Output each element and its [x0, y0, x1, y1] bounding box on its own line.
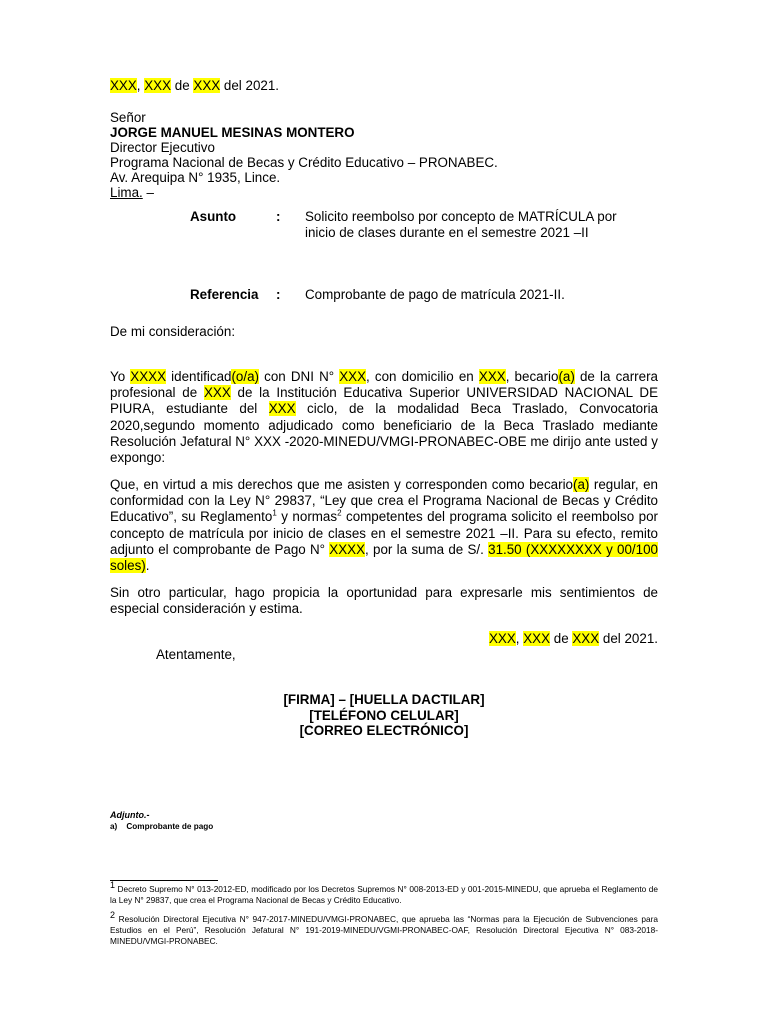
- footnote-1: $^1$ Decreto Supremo N° 013-2012-ED, modificado por los Decretos Supremos N° 008-2013-ED y 001-2015-MINEDU, que aprueba el Reglamento de la Ley N° 29837, que crea el Programa Nacional de Becas y Crédito Educativo.: [110, 880, 658, 906]
- paragraph-2: Que, en virtud a mis derechos que me asisten y corresponden como becario(a) regular, en conformidad con la Ley N° 29837, “Ley que crea el Programa Nacional de Becas y Crédito Educativo”, su Reglamento$^1$ y normas$^2$ competentes del programa solicito el reembolso por concepto de matrícula por inicio de clases en el semestre 2021 –II. Para su efecto, remito adjunto el comprobante de Pago N° XXXX, por la suma de S/. 31.50 (XXXXXXXX y 00/100 soles).: [110, 477, 658, 574]
- date-day2: XXX: [144, 78, 172, 93]
- asunto-text: Solicito reembolso por concepto de MATRÍCULA por inicio de clases durante en el semestre 2021 –II: [305, 209, 617, 240]
- addressee-title: Director Ejecutivo: [110, 140, 215, 155]
- attachments-label: Adjunto.-: [110, 810, 150, 820]
- date-line: XXX, XXX de XXX del 2021.: [110, 78, 280, 93]
- addressee-address: Av. Arequipa N° 1935, Lince.: [110, 170, 281, 185]
- closing-date: XXX, XXX de XXX del 2021.: [488, 631, 658, 646]
- closing-text: Atentamente,: [156, 647, 236, 662]
- referencia-text: Comprobante de pago de matrícula 2021-II.: [305, 287, 565, 302]
- footnote-2: $^2$ Resolución Directoral Ejecutiva N° 947-2017-MINEDU/VMGI-PRONABEC, que aprueba las “Normas para la Ejecución de Subvenciones para Estudios en el Perú”, Resolución Jefatural N° 191-2019-MINEDU/VGMI-PRONABEC-OAF, Resolución Directoral Ejecutiva N° 083-2018-MINEDU/VMGI-PRONABEC.: [110, 910, 658, 947]
- date-day: XXX: [110, 78, 137, 93]
- asunto-label: Asunto: [190, 209, 237, 224]
- paragraph-1: Yo XXXX identificad(o/a) con DNI N° XXX, con domicilio en XXX, becario(a) de la carrera profesional de XXX de la Institución Educativa Superior UNIVERSIDAD NACIONAL DE PIURA, estudiante del XXX ciclo, de la modalidad Beca Traslado, Convocatoria 2020,segundo momento adjudicado como beneficiario de la Beca Traslado mediante Resolución Jefatural N° XXX -2020-MINEDU/VMGI-PRONABEC-OBE me dirijo ante usted y expongo:: [110, 369, 659, 466]
- salutation: Señor: [110, 110, 146, 125]
- footnote-separator: [110, 880, 218, 881]
- email-line: [CORREO ELECTRÓNICO]: [299, 723, 469, 738]
- paragraph-3: Sin otro particular, hago propicia la oportunidad para expresarle mis sentimientos de especial consideración y estima.: [110, 585, 658, 617]
- signature-line: [FIRMA] – [HUELLA DACTILAR]: [283, 692, 485, 707]
- referencia-colon: :: [276, 287, 281, 302]
- date-month: XXX: [193, 78, 221, 93]
- phone-line: [TELÉFONO CELULAR]: [309, 707, 459, 723]
- asunto-colon: :: [276, 209, 281, 224]
- referencia-label: Referencia: [190, 287, 259, 302]
- addressee-org: Programa Nacional de Becas y Crédito Educativo – PRONABEC.: [110, 155, 498, 170]
- attachments-item: a) Comprobante de pago: [110, 822, 214, 831]
- signature-block: [110, 692, 658, 739]
- greeting: De mi consideración:: [110, 324, 236, 339]
- addressee-city: Lima. –: [110, 185, 154, 200]
- addressee-name: JORGE MANUEL MESINAS MONTERO: [110, 125, 355, 140]
